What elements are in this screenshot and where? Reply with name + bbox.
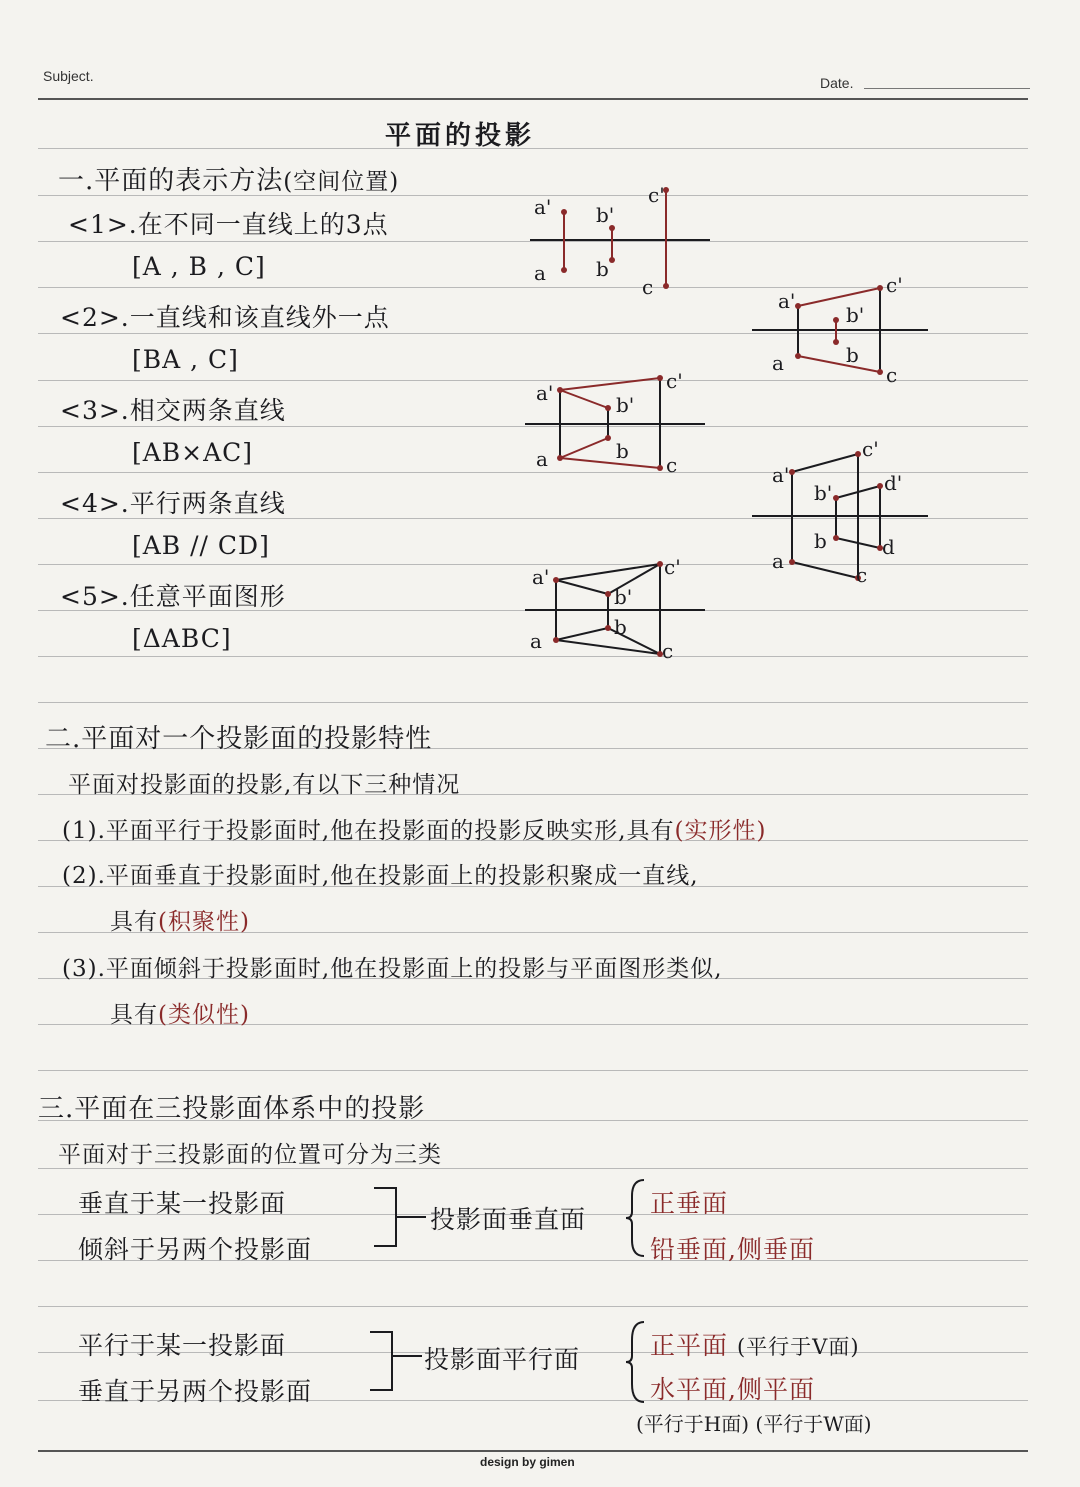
group2-brace	[624, 1318, 648, 1406]
label-c: c	[856, 563, 868, 587]
label-b-prime: b'	[846, 303, 865, 327]
case-3-text: (3).平面倾斜于投影面时,他在投影面上的投影与平面图形类似,	[62, 956, 723, 982]
label-a-prime: a'	[772, 463, 790, 487]
footer-credit: design by gimen	[480, 1455, 575, 1469]
label-b: b	[846, 343, 859, 367]
ruled-line	[38, 702, 1028, 703]
method-3-label: <3>.相交两条直线	[60, 396, 286, 425]
page-title: 平面的投影	[385, 121, 536, 151]
label-a: a	[534, 261, 546, 285]
method-1-label: <1>.在不同一直线上的3点	[68, 210, 389, 239]
case-2-text: (2).平面垂直于投影面时,他在投影面上的投影积聚成一直线,	[62, 863, 699, 889]
group1-condition-1: 垂直于某一投影面	[78, 1189, 287, 1218]
subject-label: Subject.	[43, 68, 94, 84]
label-a: a	[536, 447, 548, 471]
label-a-prime: a'	[536, 381, 554, 405]
case-1-text: (1).平面平行于投影面时,他在投影面的投影反映实形,具有	[62, 818, 675, 844]
group1-sub-2: 铅垂面,侧垂面	[650, 1235, 815, 1264]
group1-type: 投影面垂直面	[430, 1205, 587, 1234]
section2-intro: 平面对投影面的投影,有以下三种情况	[68, 772, 461, 798]
label-c-prime: c'	[862, 437, 879, 461]
group2-sub-2-note: (平行于H面) (平行于W面)	[636, 1412, 872, 1436]
section1-heading-note: (空间位置)	[283, 169, 400, 195]
label-c-prime: c'	[666, 369, 683, 393]
group2-sub-1-line	[650, 1326, 860, 1362]
top-border	[38, 98, 1028, 100]
ruled-line	[38, 1306, 1028, 1307]
label-a-prime: a'	[532, 565, 550, 589]
label-b-prime: b'	[614, 585, 633, 609]
label-c: c	[886, 363, 898, 387]
label-c: c	[642, 275, 654, 299]
case-2-have: 具有	[110, 909, 158, 935]
group1-condition-2: 倾斜于另两个投影面	[78, 1235, 313, 1264]
group1-sub-1: 正垂面	[650, 1189, 729, 1218]
section3-intro: 平面对于三投影面的位置可分为三类	[58, 1142, 442, 1168]
group2-sub-1-note: (平行于V面)	[736, 1335, 860, 1359]
case-1	[62, 812, 766, 845]
label-a: a	[772, 549, 784, 573]
ruled-line	[38, 1070, 1028, 1071]
diagram-three-points	[520, 180, 720, 300]
case-1-property: (实形性)	[674, 818, 767, 844]
label-c: c	[666, 453, 678, 477]
group1-brace	[624, 1176, 648, 1260]
method-1-notation: [A , B , C]	[132, 252, 266, 281]
section1-heading	[58, 160, 399, 197]
label-b: b	[616, 439, 629, 463]
section2-heading: 二.平面对一个投影面的投影特性	[45, 724, 433, 754]
group1-bracket	[370, 1184, 430, 1254]
section3-heading: 三.平面在三投影面体系中的投影	[38, 1094, 426, 1124]
method-3-notation: [AB×AC]	[132, 438, 254, 467]
date-field-line	[864, 88, 1030, 89]
group2-condition-2: 垂直于另两个投影面	[78, 1377, 313, 1406]
group2-sub-2: 水平面,侧平面	[650, 1375, 815, 1404]
bottom-border	[38, 1450, 1028, 1452]
group2-type: 投影面平行面	[424, 1345, 581, 1374]
case-3-line2	[110, 996, 250, 1029]
method-4-label: <4>.平行两条直线	[60, 489, 286, 518]
group2-bracket	[366, 1328, 426, 1398]
label-b: b	[596, 257, 609, 281]
method-5-notation: [ΔABC]	[132, 624, 232, 653]
method-4-notation: [AB // CD]	[132, 531, 270, 560]
label-b: b	[614, 615, 627, 639]
label-a-prime: a'	[534, 195, 552, 219]
label-b-prime: b'	[814, 481, 833, 505]
label-b-prime: b'	[616, 393, 635, 417]
method-2-label: <2>.一直线和该直线外一点	[60, 303, 390, 332]
label-a: a	[772, 351, 784, 375]
diagram-intersecting-lines	[520, 366, 720, 481]
section1-heading-text: 一.平面的表示方法	[58, 166, 284, 196]
case-3-have: 具有	[110, 1002, 158, 1028]
group2-condition-1: 平行于某一投影面	[78, 1331, 287, 1360]
label-a: a	[530, 629, 542, 653]
label-c-prime: c'	[886, 273, 903, 297]
diagram-triangle	[520, 552, 720, 662]
method-5-label: <5>.任意平面图形	[60, 582, 286, 611]
case-3-property: (类似性)	[158, 1002, 250, 1028]
date-label: Date.	[820, 75, 854, 91]
label-b-prime: b'	[596, 203, 615, 227]
label-c-prime: c'	[648, 183, 665, 207]
group2-sub-1: 正平面	[650, 1331, 729, 1360]
label-d-prime: d'	[884, 471, 903, 495]
diagram-parallel-lines	[750, 436, 940, 586]
label-b: b	[814, 529, 827, 553]
label-c: c	[662, 639, 674, 663]
case-2-line2	[110, 903, 250, 936]
diagram-line-and-point	[750, 268, 940, 388]
label-a-prime: a'	[778, 289, 796, 313]
case-2-property: (积聚性)	[158, 909, 250, 935]
method-2-notation: [BA , C]	[132, 345, 239, 374]
label-d: d	[882, 535, 895, 559]
label-c-prime: c'	[664, 555, 681, 579]
